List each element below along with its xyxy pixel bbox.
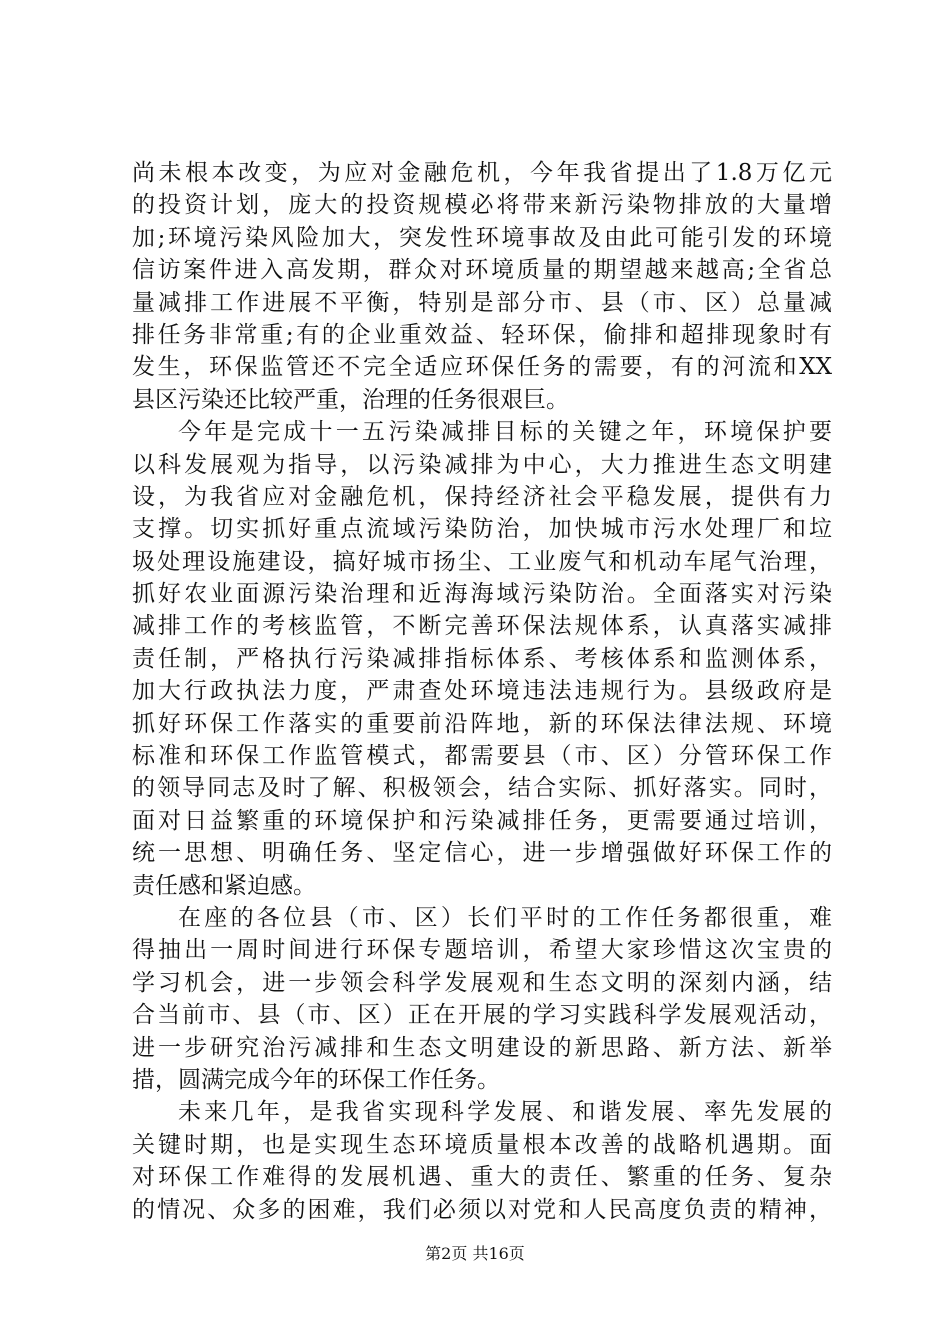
text-line: 关键时期，也是实现生态环境质量根本改善的战略机遇期。面 bbox=[132, 1131, 832, 1158]
text-line: 措，圆满完成今年的环保工作任务。 bbox=[132, 1066, 500, 1093]
text-line: 进一步研究治污减排和生态文明建设的新思路、新方法、新举 bbox=[132, 1034, 832, 1061]
text-line: 合当前市、县（市、区）正在开展的学习实践科学发展观活动， bbox=[132, 1002, 832, 1029]
text-line: 加大行政执法力度，严肃查处环境违法违规行为。县级政府是 bbox=[132, 678, 832, 705]
text-line: 发生，环保监管还不完全适应环保任务的需要，有的河流和XX bbox=[132, 354, 832, 381]
text-line: 得抽出一周时间进行环保专题培训，希望大家珍惜这次宝贵的 bbox=[132, 937, 832, 964]
text-line: 责任感和紧迫感。 bbox=[132, 872, 316, 899]
text-line: 标准和环保工作监管模式，都需要县（市、区）分管环保工作 bbox=[132, 743, 832, 770]
text-line: 抓好农业面源污染治理和近海海域污染防治。全面落实对污染 bbox=[132, 581, 832, 608]
text-line: 以科发展观为指导，以污染减排为中心，大力推进生态文明建 bbox=[132, 451, 832, 478]
text-line: 学习机会，进一步领会科学发展观和生态文明的深刻内涵，结 bbox=[132, 969, 832, 996]
text-line: 在座的各位县（市、区）长们平时的工作任务都很重，难 bbox=[178, 904, 832, 931]
page-footer: 第2页 共16页 bbox=[425, 1244, 525, 1263]
text-line: 的领导同志及时了解、积极领会，结合实际、抓好落实。同时， bbox=[132, 775, 832, 802]
text-line: 抓好环保工作落实的重要前沿阵地，新的环保法律法规、环境 bbox=[132, 710, 832, 737]
text-line: 尚未根本改变，为应对金融危机，今年我省提出了1.8万亿元 bbox=[132, 160, 832, 186]
body-text bbox=[132, 157, 832, 1226]
text-line: 排任务非常重;有的企业重效益、轻环保，偷排和超排现象时有 bbox=[132, 321, 832, 348]
text-line: 量减排工作进展不平衡，特别是部分市、县（市、区）总量减 bbox=[132, 289, 832, 316]
text-line: 未来几年，是我省实现科学发展、和谐发展、率先发展的 bbox=[178, 1099, 832, 1126]
text-line: 对环保工作难得的发展机遇、重大的责任、繁重的任务、复杂 bbox=[132, 1164, 832, 1191]
text-line: 减排工作的考核监管，不断完善环保法规体系，认真落实减排 bbox=[132, 613, 832, 640]
text-line: 面对日益繁重的环境保护和污染减排任务，更需要通过培训， bbox=[132, 807, 832, 834]
text-line: 的情况、众多的困难，我们必须以对党和人民高度负责的精神， bbox=[132, 1196, 832, 1223]
text-line: 设，为我省应对金融危机，保持经济社会平稳发展，提供有力 bbox=[132, 483, 832, 510]
text-line: 今年是完成十一五污染减排目标的关键之年，环境保护要 bbox=[178, 419, 832, 446]
text-line: 统一思想、明确任务、坚定信心，进一步增强做好环保工作的 bbox=[132, 840, 832, 867]
text-line: 加;环境污染风险加大，突发性环境事故及由此可能引发的环境 bbox=[132, 224, 832, 251]
text-line: 支撑。切实抓好重点流域污染防治，加快城市污水处理厂和垃 bbox=[132, 516, 832, 543]
text-line: 县区污染还比较严重，治理的任务很艰巨。 bbox=[132, 386, 569, 413]
text-line: 的投资计划，庞大的投资规模必将带来新污染物排放的大量增 bbox=[132, 192, 832, 219]
text-line: 信访案件进入高发期，群众对环境质量的期望越来越高;全省总 bbox=[132, 257, 832, 284]
text-line: 责任制，严格执行污染减排指标体系、考核体系和监测体系， bbox=[132, 645, 832, 672]
text-line: 圾处理设施建设，搞好城市扬尘、工业废气和机动车尾气治理， bbox=[132, 548, 832, 575]
